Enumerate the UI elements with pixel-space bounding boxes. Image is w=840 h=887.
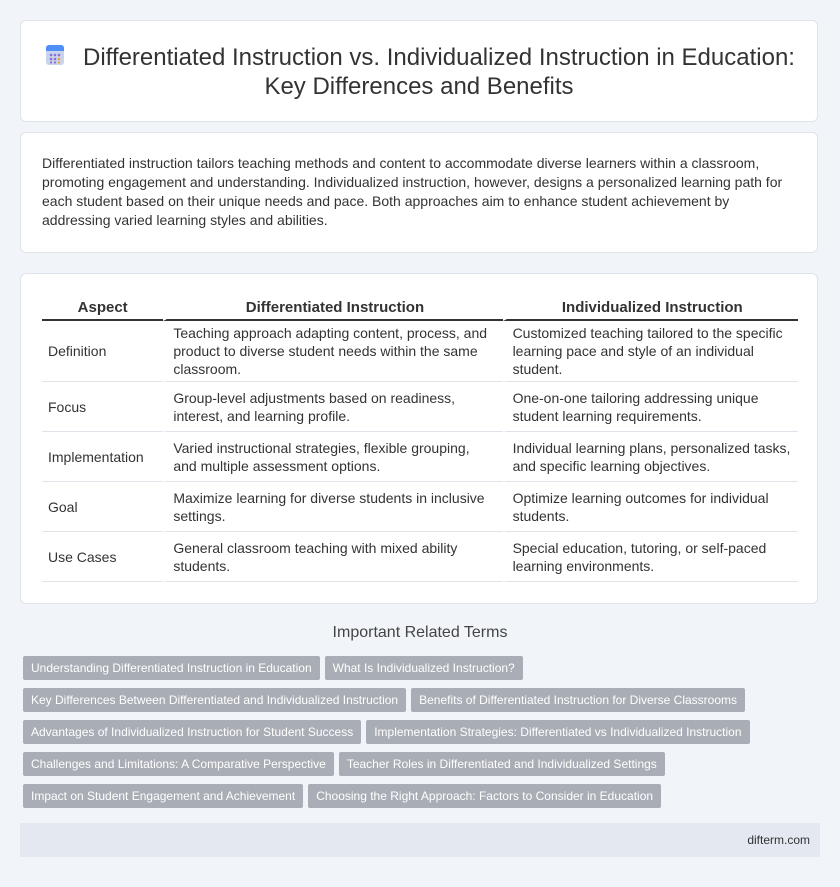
related-term-link[interactable]: Advantages of Individualized Instruction for Student Success [23,720,361,744]
row-differentiated: Maximize learning for diverse students in inclusive settings. [163,482,502,532]
row-aspect: Definition [42,321,163,382]
comparison-table [42,296,798,582]
table-row [42,382,798,432]
calculator-icon [43,43,67,67]
intro-card [20,132,818,253]
row-individualized: Special education, tutoring, or self-paced learning environments. [503,532,798,582]
tag-row [23,720,823,752]
table-row [42,321,798,382]
related-term-link[interactable]: Teacher Roles in Differentiated and Individualized Settings [339,752,665,776]
page-title: Differentiated Instruction vs. Individualized Instruction in Education: Key Differences and Benefits [83,44,795,100]
page-title-wrap [21,43,817,101]
row-aspect: Goal [42,482,163,532]
tag-row [23,752,823,784]
header-individualized: Individualized Instruction [503,296,798,321]
header-aspect: Aspect [42,296,163,321]
row-individualized: Customized teaching tailored to the specific learning pace and style of an individual student. [503,321,798,382]
row-differentiated: Group-level adjustments based on readiness, interest, and learning profile. [163,382,502,432]
header-card [20,20,818,122]
tag-row [23,784,823,816]
intro-text: Differentiated instruction tailors teaching methods and content to accommodate diverse learners within a classroom, promoting engagement and understanding. Individualized instruction, however, designs a personalized learning path for each student based on their unique needs and pace. Both approaches aim to enhance student achievement by addressing varied learning styles and abilities. [42,155,783,228]
related-term-link[interactable]: Challenges and Limitations: A Comparative Perspective [23,752,334,776]
related-term-link[interactable]: Choosing the Right Approach: Factors to Consider in Education [308,784,661,808]
header-differentiated: Differentiated Instruction [163,296,502,321]
footer-site-link[interactable]: difterm.com [747,833,810,847]
table-row [42,532,798,582]
tag-row [23,656,823,688]
row-aspect: Implementation [42,432,163,482]
row-aspect: Use Cases [42,532,163,582]
related-term-link[interactable]: Benefits of Differentiated Instruction for Diverse Classrooms [411,688,745,712]
comparison-card [20,273,818,604]
footer [20,823,820,857]
related-term-link[interactable]: What Is Individualized Instruction? [325,656,523,680]
row-differentiated: General classroom teaching with mixed ability students. [163,532,502,582]
related-terms-title: Important Related Terms [332,624,508,641]
row-aspect: Focus [42,382,163,432]
tag-row [23,688,823,720]
related-term-link[interactable]: Implementation Strategies: Differentiated vs Individualized Instruction [366,720,749,744]
row-individualized: One-on-one tailoring addressing unique student learning requirements. [503,382,798,432]
related-term-link[interactable]: Key Differences Between Differentiated and Individualized Instruction [23,688,406,712]
table-row [42,482,798,532]
table-row [42,432,798,482]
related-terms-tags [23,656,823,816]
row-individualized: Optimize learning outcomes for individual students. [503,482,798,532]
row-individualized: Individual learning plans, personalized tasks, and specific learning objectives. [503,432,798,482]
row-differentiated: Teaching approach adapting content, process, and product to diverse student needs within the same classroom. [163,321,502,382]
related-term-link[interactable]: Impact on Student Engagement and Achievement [23,784,303,808]
table-header-row [42,296,798,321]
related-term-link[interactable]: Understanding Differentiated Instruction in Education [23,656,320,680]
row-differentiated: Varied instructional strategies, flexible grouping, and multiple assessment options. [163,432,502,482]
